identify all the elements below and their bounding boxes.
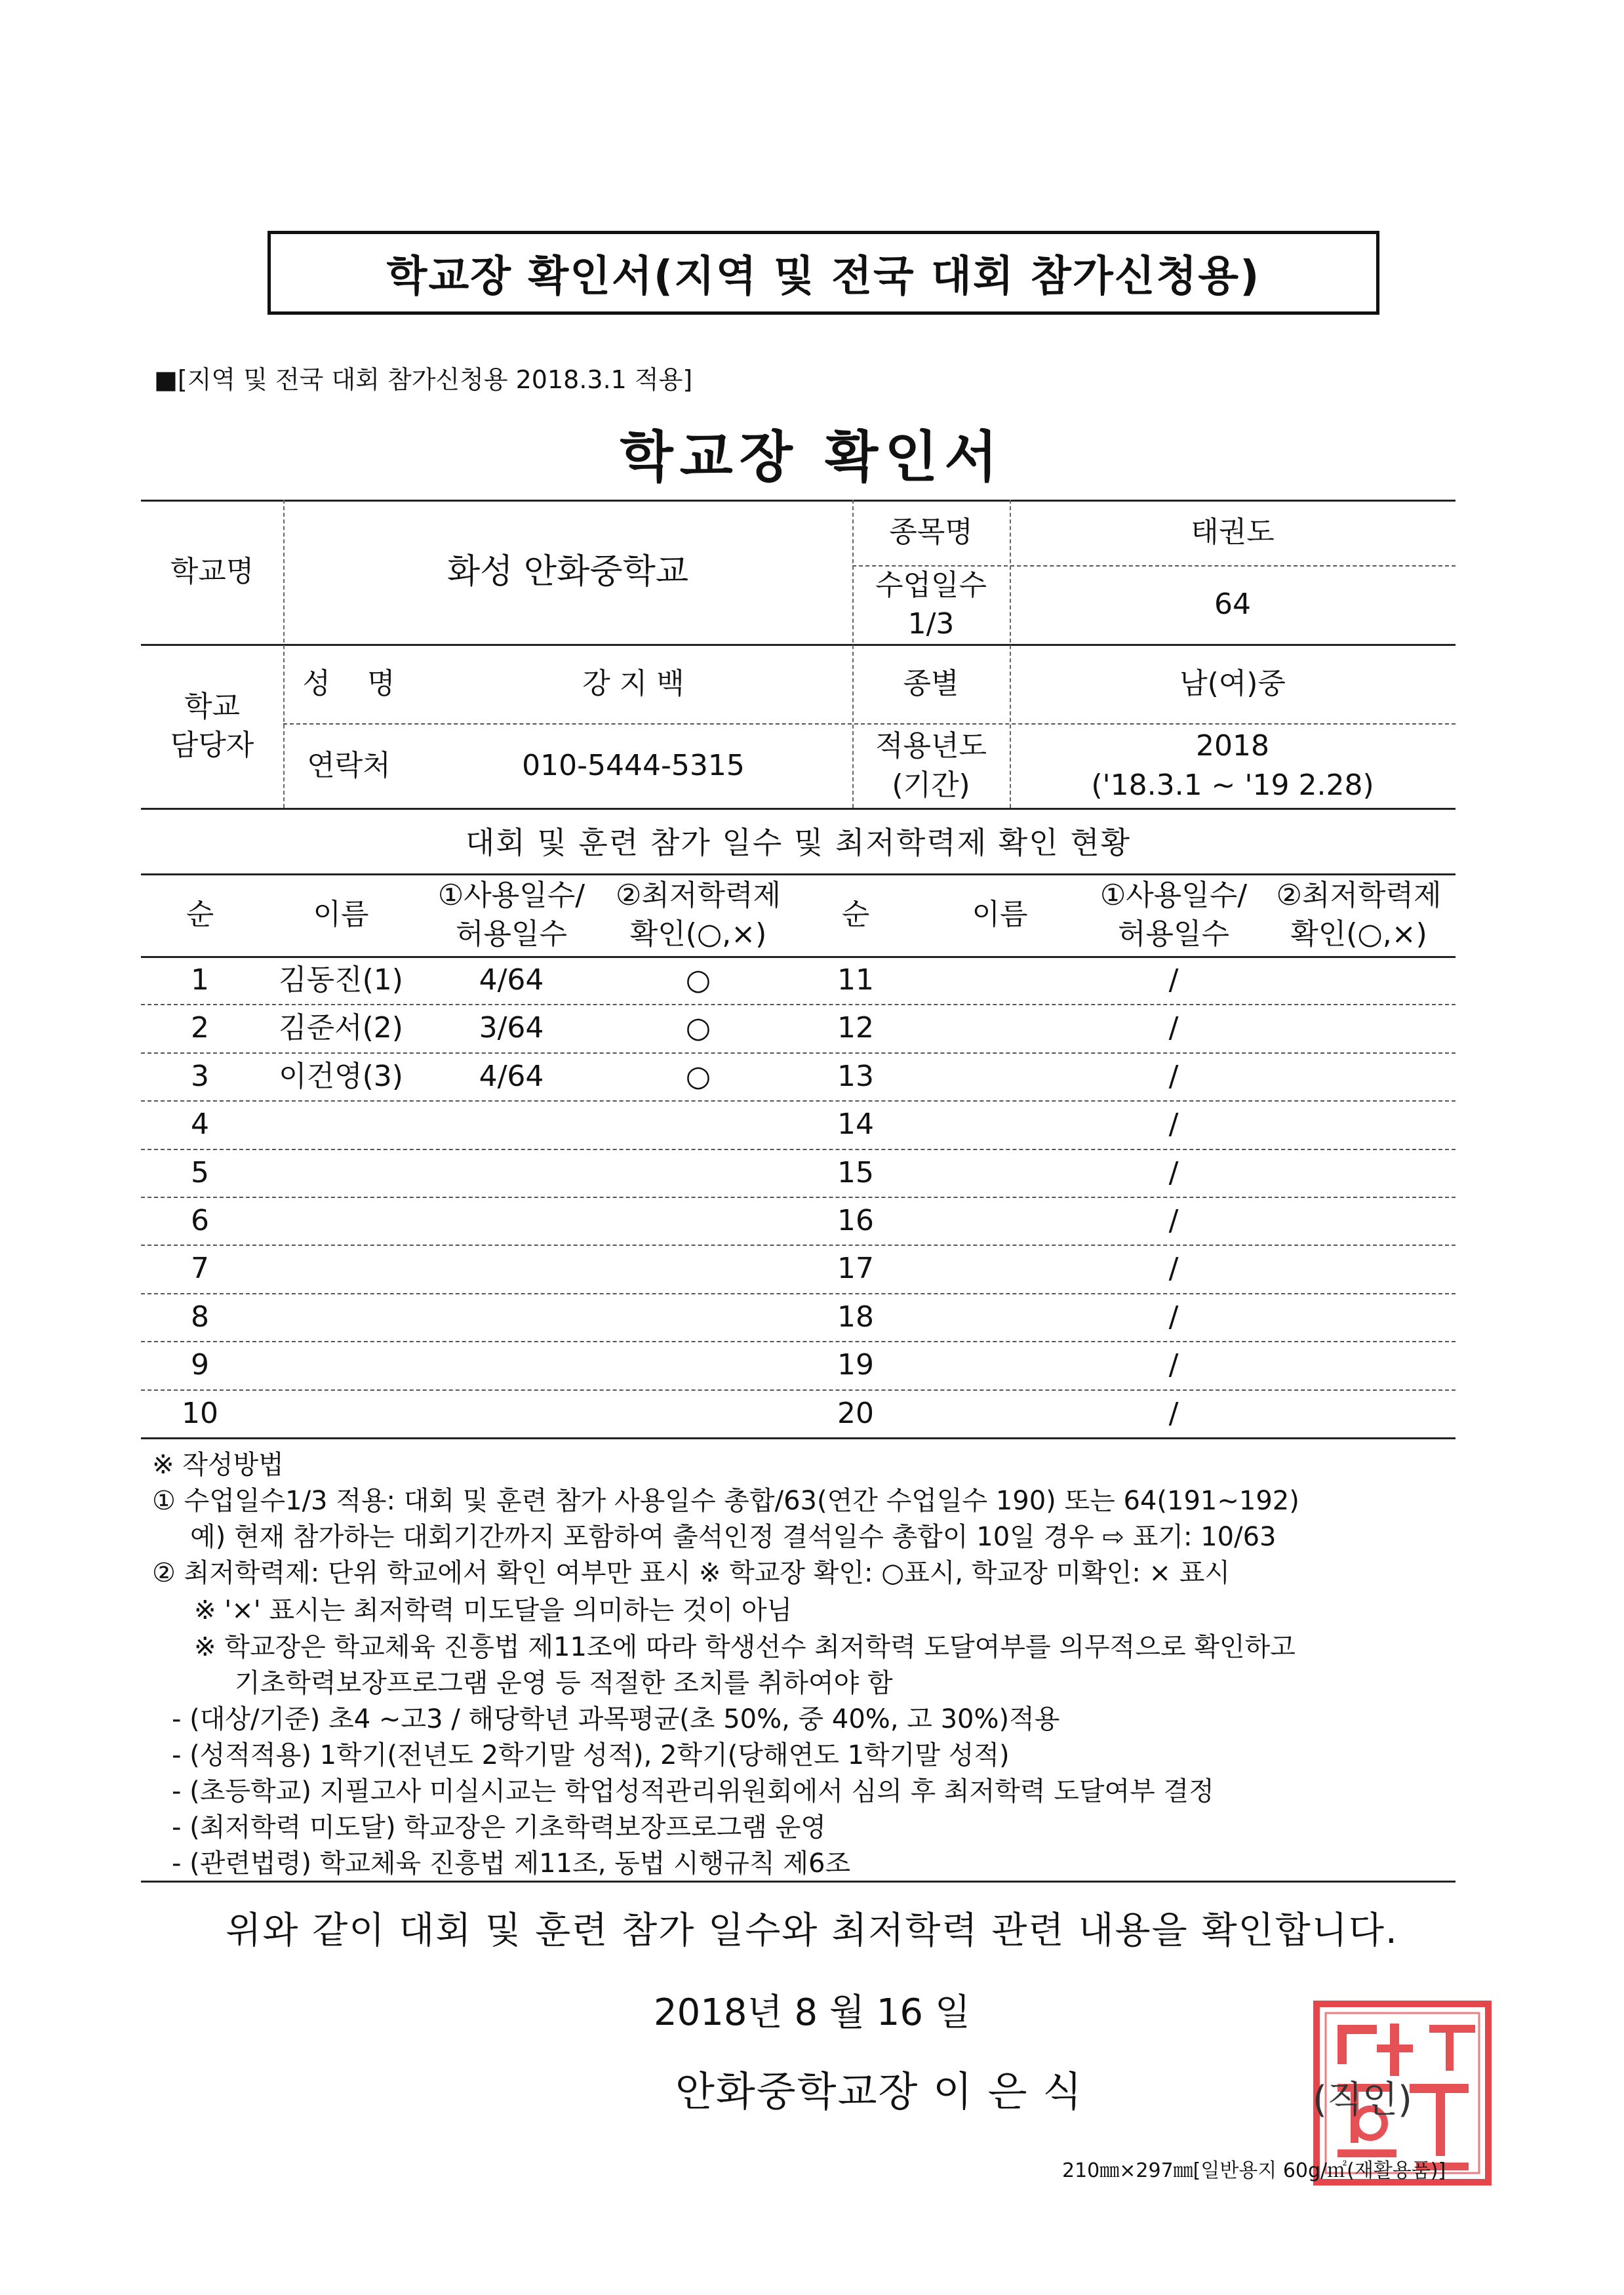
cell-usage [423,1149,600,1197]
school-label: 학교명 [170,555,254,589]
cell-usage [423,1197,600,1245]
cell-no: 4 [191,1108,209,1142]
cell-usage: / [1168,963,1179,997]
table-row-line [141,1437,1456,1439]
sport-label: 종목명 [889,515,973,549]
cell-check [1262,1389,1456,1437]
note-line: - (대상/기준) 초4 ~고3 / 해당학년 과목평균(초 50%, 중 40%, 고 30%)적용 [172,1704,1060,1734]
application-tag: ■[지역 및 전국 대회 참가신청용 2018.3.1 적용] [154,365,693,394]
cell-no: 20 [837,1396,874,1430]
phone-value: 010-5444-5315 [522,748,745,782]
cell-no: 16 [837,1204,874,1237]
cell-no: 12 [837,1011,874,1045]
note-line: - (성적적용) 1학기(전년도 2학기말 성적), 2학기(당해연도 1학기말 성적) [172,1740,1010,1770]
cell-name [259,1245,423,1292]
note-line: ① 수업일수1/3 적용: 대회 및 훈련 참가 사용일수 총합/63(연간 수업일수 190) 또는 64(191~192) [152,1486,1299,1516]
principal-signature-line [675,2059,1083,2117]
cell-check [600,1197,797,1245]
col-header-usage: ①사용일수/ 허용일수 [437,878,585,951]
cell-check [600,1149,797,1197]
table-caption: 대회 및 훈련 참가 일수 및 최저학력제 확인 현황 [465,824,1132,860]
name-label: 성 명 [302,666,395,700]
cell-name: 김준서(2) [279,1011,403,1045]
col-header-no: 순 [186,898,214,932]
note-line: ② 최저학력제: 단위 학교에서 확인 여부만 표시 ※ 학교장 확인: ○표시, 학교장 미확인: × 표시 [152,1558,1231,1588]
principal-name: 안화중학교장 이 은 식 [675,2067,1084,2115]
cell-no: 13 [837,1059,874,1093]
cell-name [915,1389,1085,1437]
cell-no: 5 [191,1155,209,1189]
cell-no: 7 [191,1252,209,1286]
cell-no: 10 [182,1396,218,1430]
cell-usage [423,1389,600,1437]
cell-check [1262,956,1456,1004]
cell-no: 15 [837,1155,874,1189]
cell-check [600,1293,797,1341]
school-value: 화성 안화중학교 [446,551,689,591]
document-title-box [267,231,1379,315]
cell-check [1262,1100,1456,1148]
cell-name [259,1341,423,1389]
cell-check [1262,1245,1456,1292]
cell-usage: / [1168,1059,1179,1093]
seal-label: (직인) [1313,2079,1412,2121]
sport-value: 태권도 [1191,515,1275,549]
note-line: 기초학력보장프로그램 운영 등 적절한 조치를 취하여야 함 [235,1668,893,1698]
cell-check [1262,1149,1456,1197]
cell-no: 9 [191,1348,209,1382]
notes-heading: ※ 작성방법 [152,1450,284,1480]
cell-name [915,1149,1085,1197]
note-line: ※ 학교장은 학교체육 진흥법 제11조에 따라 학생선수 최저학력 도달여부를 의무적으로 확인하고 [194,1632,1296,1662]
notes-bottom-line [141,1881,1456,1883]
col-header-name: 이름 [972,898,1028,932]
cell-usage [423,1293,600,1341]
col-header-usage: ①사용일수/ 허용일수 [1099,878,1248,951]
manager-name: 강 지 백 [582,666,684,700]
days-label: 수업일수 1/3 [875,568,987,641]
col-header-check: ②최저학력제 확인(○,×) [616,878,781,951]
cell-check: ○ [685,963,711,997]
box-title: 학교장 확인서(지역 및 전국 대회 참가신청용) [386,252,1261,301]
contact-label: 학교 담당자 [170,689,254,762]
cell-usage: / [1168,1108,1179,1142]
cell-check [600,1245,797,1292]
doc-title: 학교장 확인서 [620,425,1004,489]
cell-no: 17 [837,1252,874,1286]
cell-name [259,1197,423,1245]
note-line: - (관련법령) 학교체육 진흥법 제11조, 동법 시행규칙 제6조 [172,1848,851,1879]
cell-name [259,1389,423,1437]
cell-name [259,1293,423,1341]
paper-spec: 210㎜×297㎜[일반용지 60g/㎡(재활용품)] [1062,2159,1446,2182]
cell-no: 18 [837,1300,874,1334]
cell-usage: 4/64 [479,963,544,997]
cell-usage: 4/64 [479,1059,544,1093]
cell-usage: / [1168,1252,1179,1286]
cell-name: 이건영(3) [279,1059,403,1093]
cell-no: 2 [191,1011,209,1045]
cell-no: 19 [837,1348,874,1382]
cell-check [1262,1052,1456,1100]
cell-no: 14 [837,1108,874,1142]
note-line: ※ '×' 표시는 최저학력 미도달을 의미하는 것이 아님 [194,1595,793,1626]
gender-label: 종별 [903,666,959,700]
cell-name [915,1052,1085,1100]
cell-name [915,1100,1085,1148]
cell-usage: / [1168,1204,1179,1237]
cell-no: 3 [191,1059,209,1093]
cell-name [915,1245,1085,1292]
cell-check: ○ [685,1059,711,1093]
cell-usage: 3/64 [479,1011,544,1045]
cell-usage: / [1168,1396,1179,1430]
cell-check: ○ [685,1011,711,1045]
gender-value: 남(여)중 [1179,666,1286,700]
note-line: - (최저학력 미도달) 학교장은 기초학력보장프로그램 운영 [172,1812,826,1843]
confirmation-statement: 위와 같이 대회 및 훈련 참가 일수와 최저학력 관련 내용을 확인합니다. [226,1909,1398,1952]
issue-date: 2018년 8 월 16 일 [654,1991,970,2034]
cell-no: 8 [191,1300,209,1334]
cell-usage: / [1168,1348,1179,1382]
cell-check [600,1100,797,1148]
cell-name: 김동진(1) [279,963,403,997]
cell-check [1262,1197,1456,1245]
col-header-check: ②최저학력제 확인(○,×) [1276,878,1442,951]
year-label: 적용년도 (기간) [875,729,987,802]
cell-usage: / [1168,1011,1179,1045]
col-header-name: 이름 [313,898,369,932]
year-value: 2018 ('18.3.1 ~ '19 2.28) [1091,729,1374,802]
cell-no: 11 [837,963,874,997]
cell-check [1262,1341,1456,1389]
cell-check [1262,1293,1456,1341]
cell-usage [423,1341,600,1389]
cell-usage: / [1168,1300,1179,1334]
info-bottom-line [141,808,1456,810]
cell-name [915,1004,1085,1052]
cell-name [915,1197,1085,1245]
cell-usage: / [1168,1155,1179,1189]
cell-check [600,1389,797,1437]
note-line: 예) 현재 참가하는 대회기간까지 포함하여 출석인정 결석일수 총합이 10일 경우 ⇨ 표기: 10/63 [190,1522,1277,1552]
cell-usage [423,1245,600,1292]
cell-no: 1 [191,963,209,997]
days-value: 64 [1214,588,1251,622]
cell-check [600,1341,797,1389]
cell-name [915,956,1085,1004]
cell-usage [423,1100,600,1148]
cell-check [1262,1004,1456,1052]
cell-name [259,1100,423,1148]
cell-name [915,1293,1085,1341]
cell-name [915,1341,1085,1389]
col-header-no: 순 [841,898,870,932]
phone-label: 연락처 [307,748,391,782]
cell-no: 6 [191,1204,209,1237]
note-line: - (초등학교) 지필고사 미실시교는 학업성적관리위원회에서 심의 후 최저학력 도달여부 결정 [172,1776,1214,1806]
cell-name [259,1149,423,1197]
